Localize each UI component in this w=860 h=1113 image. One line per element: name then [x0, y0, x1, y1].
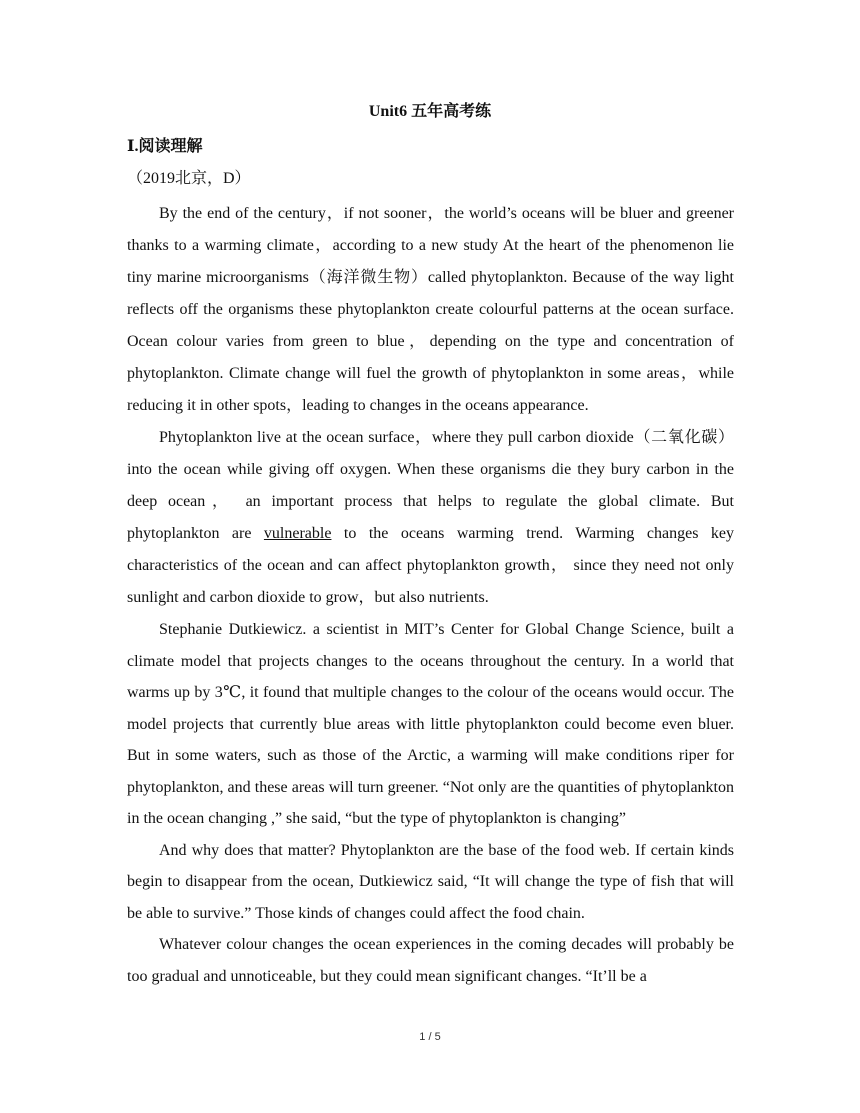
paragraph-2-after: to the oceans warming trend. Warming changes key characteristics of the ocean and can affect phytoplankton growth， since they need not only sunlight and carbon dioxide to grow，but also nutrients. [127, 525, 734, 606]
paragraph-1: By the end of the century，if not sooner，the world’s oceans will be bluer and greener thanks to a warming climate，according to a new study At the heart of the phenomenon lie tiny marine microorganisms（海洋微生物）called phytoplankton. Because of the way light reflects off the organisms these phytoplankton create colourful patterns at the ocean surface. Ocean colour varies from green to blue，depending on the type and concentration of phytoplankton. Climate change will fuel the growth of phytoplankton in some areas，while reducing it in other spots，leading to changes in the oceans appearance. [127, 205, 734, 414]
question-source: （2019北京，D） [127, 170, 251, 187]
page-title: Unit6 五年高考练 [368, 103, 492, 120]
paragraph-2 [127, 422, 734, 614]
page-number: 1 / 5 [419, 1031, 441, 1043]
underlined-word: vulnerable [263, 525, 332, 542]
paragraph-3: Stephanie Dutkiewicz. a scientist in MIT’s Center for Global Change Science, built a climate model that projects changes to the oceans throughout the century. In a world that warms up by 3℃, it found that multiple changes to the colour of the oceans would occur. The model projects that currently blue areas with little phytoplankton could become even bluer. But in some waters, such as those of the Arctic, a warming will make conditions riper for phytoplankton, and these areas will turn greener. “Not only are the quantities of phytoplankton in the ocean changing ,” she said, “but the type of phytoplankton is changing” [127, 621, 734, 827]
paragraph-5: Whatever colour changes the ocean experiences in the coming decades will probably be too gradual and unnoticeable, but they could mean significant changes. “It’ll be a [127, 936, 734, 985]
paragraph-4: And why does that matter? Phytoplankton are the base of the food web. If certain kinds begin to disappear from the ocean, Dutkiewicz said, “It will change the type of fish that will be able to survive.” Those kinds of changes could affect the food chain. [127, 841, 734, 922]
section-heading: Ⅰ.阅读理解 [127, 138, 203, 155]
passage-body [127, 198, 734, 992]
paragraph-2-before: Phytoplankton live at the ocean surface，where they pull carbon dioxide（二氧化碳）into the ocean while giving off oxygen. When these organisms die they bury carbon in the deep ocean， an important process that helps to regulate the global climate. But phytoplankton are [127, 429, 734, 542]
